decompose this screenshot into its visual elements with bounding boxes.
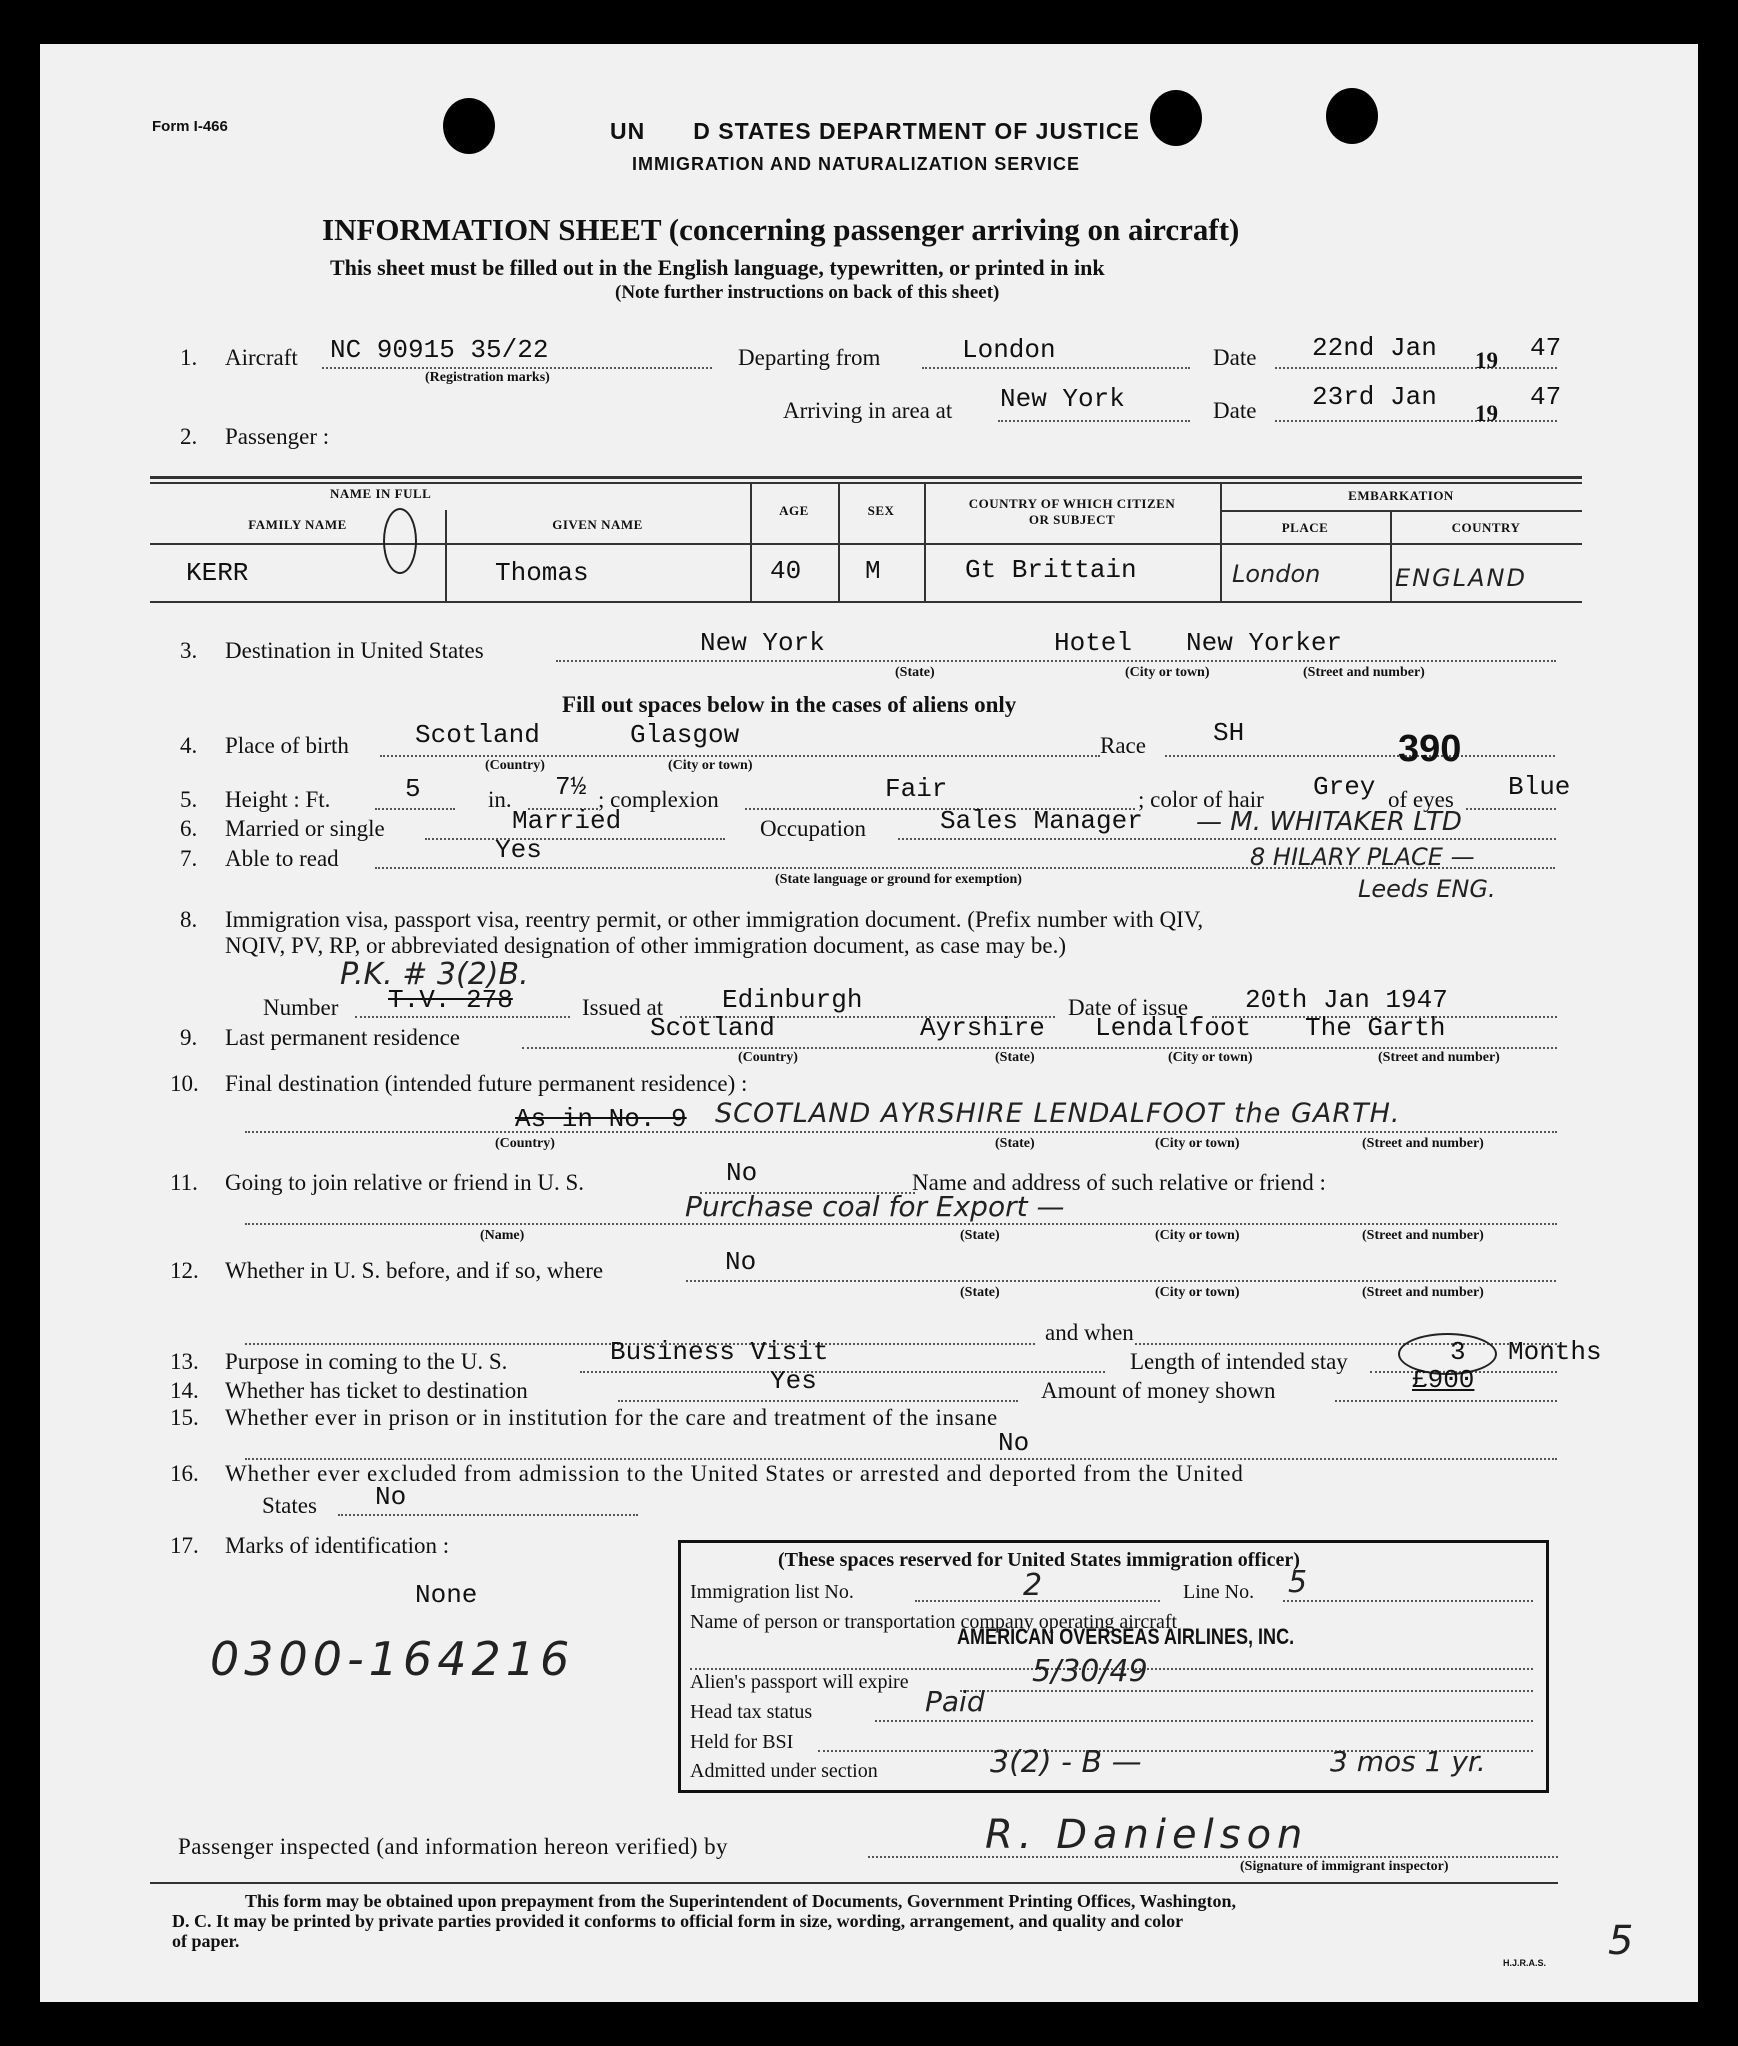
marks-label: Marks of identification : (225, 1533, 450, 1558)
aliens-heading: Fill out spaces below in the cases of aliens only (562, 692, 1017, 717)
join-relative-label: Going to join relative or friend in U. S. (225, 1170, 584, 1195)
city-caption: (City or town) (1125, 665, 1210, 680)
table-top-rule-2 (150, 482, 1582, 484)
final-destination-handwritten: SCOTLAND AYRSHIRE LENDALFOOT the GARTH. (715, 1098, 1401, 1129)
prison-value: No (998, 1428, 1030, 1458)
residence-city-caption: (City or town) (1168, 1050, 1253, 1065)
form-number: Form I-466 (152, 118, 228, 135)
item10-number: 10. (170, 1071, 199, 1096)
departing-value: London (962, 335, 1056, 365)
read-label: Able to read (225, 846, 339, 871)
item3-number: 3. (180, 638, 198, 663)
birth-country: Scotland (415, 720, 540, 750)
eyes-label: of eyes (1388, 787, 1454, 812)
punch-hole-left (443, 98, 495, 154)
head-tax-label: Head tax status (690, 1701, 813, 1723)
departure-date: 22nd Jan (1312, 333, 1437, 363)
marital-label: Married or single (225, 816, 385, 841)
transport-company-label: Name of person or transportation company operating aircraft (690, 1611, 1178, 1633)
item4-number: 4. (180, 733, 198, 758)
registration-caption: (Registration marks) (425, 370, 550, 385)
page-mark: 5 (1608, 1918, 1634, 1964)
item11-number: 11. (170, 1170, 198, 1195)
birth-city: Glasgow (630, 720, 740, 750)
print-code: H.J.R.A.S. (1503, 1958, 1547, 1968)
aircraft-value: NC 90915 35/22 (330, 335, 549, 365)
purpose-value: Business Visit (610, 1337, 829, 1367)
race-label: Race (1100, 733, 1146, 758)
footer-rule (150, 1882, 1558, 1884)
age-value: 40 (770, 556, 802, 586)
hair-label: ; color of hair (1138, 787, 1264, 812)
excluded-label-line1: Whether ever excluded from admission to the United States or arrested and deported from the United (225, 1461, 1244, 1486)
form-subtitle: This sheet must be filled out in the English language, typewritten, or printed in ink (330, 255, 1105, 280)
arrival-date: 23rd Jan (1312, 382, 1437, 412)
given-name-header: GIVEN NAME (552, 517, 643, 532)
arriving-value: New York (1000, 384, 1125, 414)
form-title: INFORMATION SHEET (concerning passenger arriving on aircraft) (322, 212, 1240, 247)
residence-country: Scotland (650, 1013, 775, 1043)
relative-city-caption: (City or town) (1155, 1228, 1240, 1243)
item16-number: 16. (170, 1461, 199, 1486)
relative-name-caption: (Name) (480, 1228, 525, 1243)
and-when-label: and when (1045, 1320, 1134, 1345)
final-state-caption: (State) (995, 1136, 1035, 1151)
complexion-label: ; complexion (598, 787, 719, 812)
footer-line1: This form may be obtained upon prepayment from the Superintendent of Documents, Government Printing Offices, Washington, (245, 1891, 1237, 1911)
final-country-caption: (Country) (495, 1136, 555, 1151)
footer-line2: D. C. It may be printed by private parties provided it conforms to official form in size, wording, arrangement, and quality and color (172, 1911, 1184, 1931)
family-name-header: FAMILY NAME (248, 517, 347, 532)
money-label: Amount of money shown (1041, 1378, 1276, 1403)
year-prefix: 19 (1475, 348, 1498, 373)
handwritten-reference-number: 0300-164216 (210, 1632, 575, 1686)
residence-street: The Garth (1305, 1013, 1446, 1043)
residence-city: Lendalfoot (1095, 1013, 1252, 1043)
money-value: £900 (1412, 1365, 1475, 1395)
arrival-year: 47 (1530, 382, 1562, 412)
destination-city: Hotel (1054, 628, 1133, 658)
race-value: SH (1213, 718, 1245, 748)
list-number-value: 2 (1023, 1568, 1043, 1603)
stamped-number: 390 (1398, 728, 1462, 770)
item8-text-line1: Immigration visa, passport visa, reentry permit, or other immigration document. (Prefix number with QIV, (225, 907, 1204, 932)
date-of-issue-value: 20th Jan 1947 (1245, 985, 1448, 1015)
country-citizen-header: COUNTRY OF WHICH CITIZEN (968, 496, 1176, 511)
embarkation-rule (1220, 510, 1582, 512)
relative-handwritten: Purchase coal for Export — (685, 1190, 1065, 1223)
inspection-label: Passenger inspected (and information hereon verified) by (178, 1834, 728, 1859)
list-number-label: Immigration list No. (690, 1581, 854, 1603)
occupation-value: Sales Manager (940, 806, 1143, 836)
read-value: Yes (495, 835, 542, 865)
visa-handwritten-note: P.K. # 3(2)B. (340, 957, 529, 992)
previous-street-caption: (Street and number) (1362, 1285, 1484, 1300)
item12-number: 12. (170, 1258, 199, 1283)
residence-street-caption: (Street and number) (1378, 1050, 1500, 1065)
signature-caption: (Signature of immigrant inspector) (1240, 1859, 1449, 1874)
place-header: PLACE (1281, 520, 1329, 535)
document-number-value: T.V. 278 (388, 985, 513, 1015)
height-feet: 5 (405, 774, 421, 804)
issued-at-label: Issued at (582, 995, 664, 1020)
residence-label: Last permanent residence (225, 1025, 460, 1050)
departing-label: Departing from (738, 345, 881, 370)
punch-hole-center (1150, 90, 1202, 146)
year-prefix-2: 19 (1475, 401, 1498, 426)
footer-line3: of paper. (172, 1931, 240, 1951)
state-caption: (State) (895, 665, 935, 680)
read-caption: (State language or ground for exemption) (775, 872, 1022, 887)
join-relative-value: No (726, 1158, 758, 1188)
embarkation-header: EMBARKATION (1348, 488, 1454, 503)
final-destination-label: Final destination (intended future permanent residence) : (225, 1071, 748, 1096)
destination-label: Destination in United States (225, 638, 484, 663)
line-number-value: 5 (1288, 1565, 1308, 1600)
document-number-label: Number (263, 995, 339, 1020)
transport-company-value: AMERICAN OVERSEAS AIRLINES, INC. (957, 1624, 1295, 1649)
date-label: Date (1213, 345, 1257, 370)
birth-country-caption: (Country) (485, 758, 545, 773)
date-label-2: Date (1213, 398, 1257, 423)
relative-state-caption: (State) (960, 1228, 1000, 1243)
item2-number: 2. (180, 424, 198, 449)
eyes-value: Blue (1508, 772, 1571, 802)
employer-address-line1: 8 HILARY PLACE — (1250, 843, 1475, 871)
or-subject-header: OR SUBJECT (1028, 512, 1116, 527)
head-tax-value: Paid (925, 1685, 985, 1718)
stay-value: 3 (1450, 1337, 1466, 1367)
stay-unit: Months (1508, 1337, 1602, 1367)
ticket-label: Whether has ticket to destination (225, 1378, 528, 1403)
admitted-section-extra: 3 mos 1 yr. (1330, 1745, 1486, 1778)
table-top-rule (150, 476, 1582, 479)
item1-number: 1. (180, 345, 198, 370)
place-of-birth-label: Place of birth (225, 733, 349, 758)
line-number-label: Line No. (1183, 1581, 1255, 1603)
officer-section-title: (These spaces reserved for United States immigration officer) (778, 1549, 1300, 1571)
excluded-value: No (375, 1482, 407, 1512)
item13-number: 13. (170, 1349, 199, 1374)
destination-state: New York (700, 628, 825, 658)
passport-expiry-label: Alien's passport will expire (690, 1671, 909, 1693)
country-header: COUNTRY (1451, 520, 1521, 535)
relative-name-label: Name and address of such relative or friend : (912, 1170, 1326, 1195)
service-title: IMMIGRATION AND NATURALIZATION SERVICE (632, 154, 1080, 174)
inches-label: in. (488, 787, 512, 812)
bsi-label: Held for BSI (690, 1731, 794, 1753)
item5-number: 5. (180, 787, 198, 812)
department-title: UN D STATES DEPARTMENT OF JUSTICE (610, 118, 1140, 144)
family-name-value: KERR (186, 558, 249, 588)
embark-place-value: London (1232, 560, 1321, 588)
residence-state: Ayrshire (920, 1013, 1045, 1043)
stay-label: Length of intended stay (1130, 1349, 1348, 1374)
height-label: Height : Ft. (225, 787, 331, 812)
item8-text-line2: NQIV, PV, RP, or abbreviated designation of other immigration document, as case may be.) (225, 933, 1067, 958)
sex-value: M (865, 556, 881, 586)
item14-number: 14. (170, 1378, 199, 1403)
age-header: AGE (779, 503, 809, 518)
given-name-value: Thomas (495, 558, 589, 588)
street-caption: (Street and number) (1303, 665, 1425, 680)
circled-mark (383, 508, 417, 574)
issued-at-value: Edinburgh (722, 985, 863, 1015)
previous-visit-label: Whether in U. S. before, and if so, where (225, 1258, 604, 1283)
passenger-label: Passenger : (225, 424, 330, 449)
employer-handwritten: — M. WHITAKER LTD (1196, 807, 1462, 837)
previous-visit-value: No (725, 1247, 757, 1277)
complexion-value: Fair (885, 774, 948, 804)
excluded-label-line2: States (262, 1493, 317, 1518)
form-note: (Note further instructions on back of this sheet) (615, 282, 1000, 303)
previous-city-caption: (City or town) (1155, 1285, 1240, 1300)
embark-country-value: ENGLAND (1395, 564, 1527, 592)
aircraft-label: Aircraft (225, 345, 298, 370)
item9-number: 9. (180, 1025, 198, 1050)
prison-label: Whether ever in prison or in institution for the care and treatment of the insane (225, 1405, 998, 1430)
birth-city-caption: (City or town) (668, 758, 753, 773)
departure-year: 47 (1530, 333, 1562, 363)
residence-country-caption: (Country) (738, 1050, 798, 1065)
admitted-section-label: Admitted under section (690, 1760, 878, 1782)
admitted-section-value: 3(2) - B — (990, 1745, 1142, 1780)
sex-header: SEX (867, 503, 895, 518)
table-header-rule (150, 543, 1582, 545)
purpose-label: Purpose in coming to the U. S. (225, 1349, 508, 1374)
inspector-signature: R. Danielson (985, 1812, 1309, 1858)
table-bottom-rule (150, 601, 1582, 603)
passport-expiry-value: 5/30/49 (1032, 1654, 1148, 1689)
item17-number: 17. (170, 1533, 199, 1558)
employer-address-line2: Leeds ENG. (1358, 875, 1496, 903)
citizen-value: Gt Brittain (965, 555, 1137, 585)
item15-number: 15. (170, 1405, 199, 1430)
punch-hole-right (1326, 88, 1378, 144)
name-in-full-header: NAME IN FULL (330, 486, 432, 501)
item6-number: 6. (180, 816, 198, 841)
previous-state-caption: (State) (960, 1285, 1000, 1300)
ticket-value: Yes (770, 1366, 817, 1396)
item8-number: 8. (180, 907, 198, 932)
item7-number: 7. (180, 846, 198, 871)
relative-street-caption: (Street and number) (1362, 1228, 1484, 1243)
final-street-caption: (Street and number) (1362, 1136, 1484, 1151)
date-of-issue-label: Date of issue (1068, 995, 1189, 1020)
residence-state-caption: (State) (995, 1050, 1035, 1065)
height-inches: 7½ (555, 772, 587, 802)
arriving-label: Arriving in area at (783, 398, 953, 423)
occupation-label: Occupation (760, 816, 867, 841)
final-destination-typed: As in No. 9 (515, 1104, 687, 1134)
marks-value: None (415, 1580, 478, 1610)
hair-value: Grey (1313, 772, 1376, 802)
final-city-caption: (City or town) (1155, 1136, 1240, 1151)
destination-street: New Yorker (1186, 628, 1343, 658)
marital-value: Married (512, 806, 622, 836)
